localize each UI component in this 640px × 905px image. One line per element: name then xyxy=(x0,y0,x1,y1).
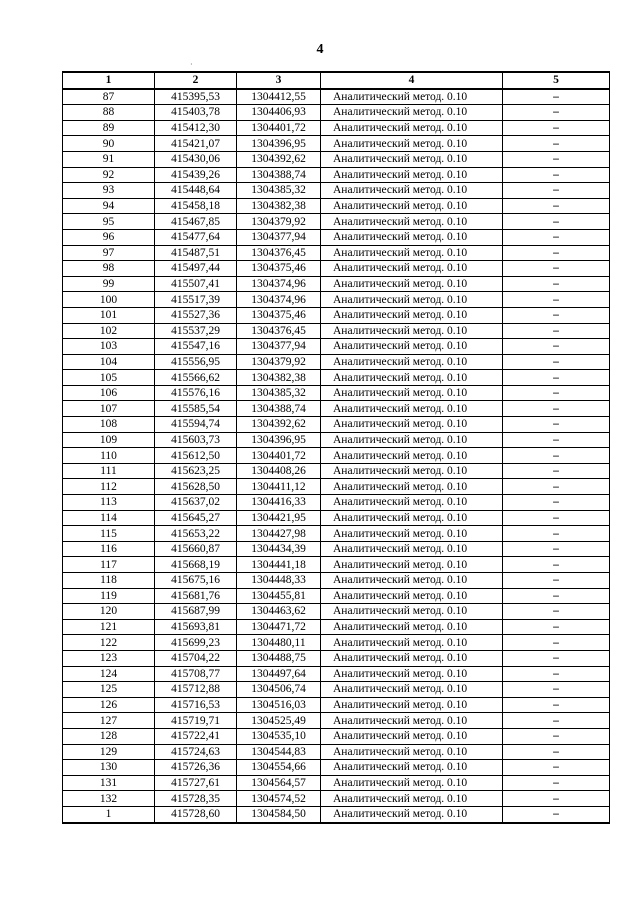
method-cell: Аналитический метод. 0.10 xyxy=(321,682,503,698)
note-cell: – xyxy=(503,697,610,713)
method-cell: Аналитический метод. 0.10 xyxy=(321,370,503,386)
method-cell: Аналитический метод. 0.10 xyxy=(321,354,503,370)
point-number-cell: 102 xyxy=(63,323,155,339)
method-cell: Аналитический метод. 0.10 xyxy=(321,417,503,433)
table-row xyxy=(63,120,610,136)
point-number-cell: 128 xyxy=(63,728,155,744)
point-number-cell: 126 xyxy=(63,697,155,713)
y-coordinate-cell: 1304411,12 xyxy=(237,479,321,495)
point-number-cell: 119 xyxy=(63,588,155,604)
method-cell: Аналитический метод. 0.10 xyxy=(321,339,503,355)
note-cell: – xyxy=(503,432,610,448)
y-coordinate-cell: 1304525,49 xyxy=(237,713,321,729)
note-cell: – xyxy=(503,573,610,589)
x-coordinate-cell: 415645,27 xyxy=(155,510,237,526)
point-number-cell: 94 xyxy=(63,198,155,214)
method-cell: Аналитический метод. 0.10 xyxy=(321,432,503,448)
header-col-5: 5 xyxy=(503,72,610,89)
table-row xyxy=(63,463,610,479)
point-number-cell: 113 xyxy=(63,495,155,511)
x-coordinate-cell: 415585,54 xyxy=(155,401,237,417)
table-row xyxy=(63,775,610,791)
note-cell: – xyxy=(503,495,610,511)
x-coordinate-cell: 415628,50 xyxy=(155,479,237,495)
point-number-cell: 129 xyxy=(63,744,155,760)
method-cell: Аналитический метод. 0.10 xyxy=(321,120,503,136)
y-coordinate-cell: 1304392,62 xyxy=(237,417,321,433)
y-coordinate-cell: 1304385,32 xyxy=(237,385,321,401)
y-coordinate-cell: 1304421,95 xyxy=(237,510,321,526)
note-cell: – xyxy=(503,760,610,776)
x-coordinate-cell: 415603,73 xyxy=(155,432,237,448)
point-number-cell: 90 xyxy=(63,136,155,152)
table-row xyxy=(63,151,610,167)
y-coordinate-cell: 1304388,74 xyxy=(237,401,321,417)
y-coordinate-cell: 1304535,10 xyxy=(237,728,321,744)
x-coordinate-cell: 415412,30 xyxy=(155,120,237,136)
point-number-cell: 124 xyxy=(63,666,155,682)
note-cell: – xyxy=(503,198,610,214)
note-cell: – xyxy=(503,120,610,136)
scan-dot: · xyxy=(190,60,193,69)
point-number-cell: 88 xyxy=(63,105,155,121)
point-number-cell: 127 xyxy=(63,713,155,729)
point-number-cell: 98 xyxy=(63,261,155,277)
y-coordinate-cell: 1304374,96 xyxy=(237,292,321,308)
y-coordinate-cell: 1304408,26 xyxy=(237,463,321,479)
point-number-cell: 95 xyxy=(63,214,155,230)
table-row xyxy=(63,261,610,277)
method-cell: Аналитический метод. 0.10 xyxy=(321,573,503,589)
table-row xyxy=(63,292,610,308)
method-cell: Аналитический метод. 0.10 xyxy=(321,588,503,604)
method-cell: Аналитический метод. 0.10 xyxy=(321,151,503,167)
table-row xyxy=(63,105,610,121)
note-cell: – xyxy=(503,385,610,401)
table-row xyxy=(63,183,610,199)
note-cell: – xyxy=(503,354,610,370)
x-coordinate-cell: 415693,81 xyxy=(155,619,237,635)
table-row xyxy=(63,635,610,651)
point-number-cell: 120 xyxy=(63,604,155,620)
y-coordinate-cell: 1304396,95 xyxy=(237,432,321,448)
note-cell: – xyxy=(503,713,610,729)
y-coordinate-cell: 1304455,81 xyxy=(237,588,321,604)
note-cell: – xyxy=(503,105,610,121)
table-row xyxy=(63,214,610,230)
point-number-cell: 97 xyxy=(63,245,155,261)
x-coordinate-cell: 415547,16 xyxy=(155,339,237,355)
table-row xyxy=(63,276,610,292)
table-row xyxy=(63,713,610,729)
note-cell: – xyxy=(503,541,610,557)
note-cell: – xyxy=(503,339,610,355)
table-row xyxy=(63,588,610,604)
coordinates-table xyxy=(62,71,610,824)
x-coordinate-cell: 415517,39 xyxy=(155,292,237,308)
table-row xyxy=(63,791,610,807)
note-cell: – xyxy=(503,682,610,698)
x-coordinate-cell: 415716,53 xyxy=(155,697,237,713)
method-cell: Аналитический метод. 0.10 xyxy=(321,214,503,230)
y-coordinate-cell: 1304427,98 xyxy=(237,526,321,542)
method-cell: Аналитический метод. 0.10 xyxy=(321,245,503,261)
point-number-cell: 103 xyxy=(63,339,155,355)
header-col-1: 1 xyxy=(63,72,155,89)
method-cell: Аналитический метод. 0.10 xyxy=(321,495,503,511)
y-coordinate-cell: 1304385,32 xyxy=(237,183,321,199)
table-row xyxy=(63,245,610,261)
y-coordinate-cell: 1304584,50 xyxy=(237,806,321,822)
x-coordinate-cell: 415566,62 xyxy=(155,370,237,386)
x-coordinate-cell: 415724,63 xyxy=(155,744,237,760)
point-number-cell: 116 xyxy=(63,541,155,557)
y-coordinate-cell: 1304448,33 xyxy=(237,573,321,589)
note-cell: – xyxy=(503,557,610,573)
method-cell: Аналитический метод. 0.10 xyxy=(321,307,503,323)
method-cell: Аналитический метод. 0.10 xyxy=(321,791,503,807)
point-number-cell: 109 xyxy=(63,432,155,448)
table-row xyxy=(63,370,610,386)
y-coordinate-cell: 1304376,45 xyxy=(237,245,321,261)
table-row xyxy=(63,760,610,776)
x-coordinate-cell: 415653,22 xyxy=(155,526,237,542)
x-coordinate-cell: 415421,07 xyxy=(155,136,237,152)
method-cell: Аналитический метод. 0.10 xyxy=(321,105,503,121)
x-coordinate-cell: 415681,76 xyxy=(155,588,237,604)
header-col-4: 4 xyxy=(321,72,503,89)
table-row xyxy=(63,806,610,822)
point-number-cell: 106 xyxy=(63,385,155,401)
note-cell: – xyxy=(503,650,610,666)
note-cell: – xyxy=(503,744,610,760)
point-number-cell: 110 xyxy=(63,448,155,464)
method-cell: Аналитический метод. 0.10 xyxy=(321,510,503,526)
x-coordinate-cell: 415728,60 xyxy=(155,806,237,822)
table-row xyxy=(63,557,610,573)
note-cell: – xyxy=(503,151,610,167)
table-row xyxy=(63,354,610,370)
table-row xyxy=(63,682,610,698)
note-cell: – xyxy=(503,588,610,604)
y-coordinate-cell: 1304574,52 xyxy=(237,791,321,807)
page-number: 4 xyxy=(316,42,324,57)
x-coordinate-cell: 415727,61 xyxy=(155,775,237,791)
point-number-cell: 93 xyxy=(63,183,155,199)
point-number-cell: 123 xyxy=(63,650,155,666)
point-number-cell: 117 xyxy=(63,557,155,573)
x-coordinate-cell: 415576,16 xyxy=(155,385,237,401)
method-cell: Аналитический метод. 0.10 xyxy=(321,229,503,245)
note-cell: – xyxy=(503,526,610,542)
note-cell: – xyxy=(503,401,610,417)
x-coordinate-cell: 415430,06 xyxy=(155,151,237,167)
note-cell: – xyxy=(503,323,610,339)
y-coordinate-cell: 1304412,55 xyxy=(237,89,321,105)
x-coordinate-cell: 415668,19 xyxy=(155,557,237,573)
x-coordinate-cell: 415477,64 xyxy=(155,229,237,245)
table-row xyxy=(63,385,610,401)
table-row xyxy=(63,307,610,323)
y-coordinate-cell: 1304506,74 xyxy=(237,682,321,698)
method-cell: Аналитический метод. 0.10 xyxy=(321,619,503,635)
table-row xyxy=(63,136,610,152)
point-number-cell: 125 xyxy=(63,682,155,698)
point-number-cell: 99 xyxy=(63,276,155,292)
table-row xyxy=(63,339,610,355)
table-row xyxy=(63,495,610,511)
method-cell: Аналитический метод. 0.10 xyxy=(321,479,503,495)
point-number-cell: 89 xyxy=(63,120,155,136)
table-body xyxy=(63,89,610,823)
method-cell: Аналитический метод. 0.10 xyxy=(321,635,503,651)
x-coordinate-cell: 415527,36 xyxy=(155,307,237,323)
y-coordinate-cell: 1304401,72 xyxy=(237,448,321,464)
x-coordinate-cell: 415675,16 xyxy=(155,573,237,589)
note-cell: – xyxy=(503,448,610,464)
note-cell: – xyxy=(503,183,610,199)
note-cell: – xyxy=(503,261,610,277)
y-coordinate-cell: 1304375,46 xyxy=(237,261,321,277)
table-row xyxy=(63,697,610,713)
y-coordinate-cell: 1304471,72 xyxy=(237,619,321,635)
y-coordinate-cell: 1304388,74 xyxy=(237,167,321,183)
x-coordinate-cell: 415458,18 xyxy=(155,198,237,214)
table-row xyxy=(63,323,610,339)
note-cell: – xyxy=(503,635,610,651)
table-row xyxy=(63,619,610,635)
note-cell: – xyxy=(503,292,610,308)
x-coordinate-cell: 415687,99 xyxy=(155,604,237,620)
note-cell: – xyxy=(503,417,610,433)
point-number-cell: 115 xyxy=(63,526,155,542)
method-cell: Аналитический метод. 0.10 xyxy=(321,744,503,760)
y-coordinate-cell: 1304382,38 xyxy=(237,198,321,214)
y-coordinate-cell: 1304564,57 xyxy=(237,775,321,791)
x-coordinate-cell: 415722,41 xyxy=(155,728,237,744)
x-coordinate-cell: 415467,85 xyxy=(155,214,237,230)
point-number-cell: 114 xyxy=(63,510,155,526)
x-coordinate-cell: 415637,02 xyxy=(155,495,237,511)
x-coordinate-cell: 415699,23 xyxy=(155,635,237,651)
y-coordinate-cell: 1304374,96 xyxy=(237,276,321,292)
y-coordinate-cell: 1304379,92 xyxy=(237,214,321,230)
table-row xyxy=(63,198,610,214)
x-coordinate-cell: 415403,78 xyxy=(155,105,237,121)
note-cell: – xyxy=(503,167,610,183)
method-cell: Аналитический метод. 0.10 xyxy=(321,292,503,308)
method-cell: Аналитический метод. 0.10 xyxy=(321,713,503,729)
point-number-cell: 131 xyxy=(63,775,155,791)
table-row xyxy=(63,479,610,495)
table-row xyxy=(63,89,610,105)
note-cell: – xyxy=(503,604,610,620)
x-coordinate-cell: 415719,71 xyxy=(155,713,237,729)
x-coordinate-cell: 415448,64 xyxy=(155,183,237,199)
y-coordinate-cell: 1304480,11 xyxy=(237,635,321,651)
y-coordinate-cell: 1304488,75 xyxy=(237,650,321,666)
x-coordinate-cell: 415728,35 xyxy=(155,791,237,807)
method-cell: Аналитический метод. 0.10 xyxy=(321,541,503,557)
y-coordinate-cell: 1304554,66 xyxy=(237,760,321,776)
note-cell: – xyxy=(503,510,610,526)
table-row xyxy=(63,744,610,760)
header-col-3: 3 xyxy=(237,72,321,89)
table-row xyxy=(63,728,610,744)
point-number-cell: 1 xyxy=(63,806,155,822)
point-number-cell: 104 xyxy=(63,354,155,370)
y-coordinate-cell: 1304544,83 xyxy=(237,744,321,760)
header-col-2: 2 xyxy=(155,72,237,89)
method-cell: Аналитический метод. 0.10 xyxy=(321,604,503,620)
note-cell: – xyxy=(503,728,610,744)
table-row xyxy=(63,573,610,589)
point-number-cell: 105 xyxy=(63,370,155,386)
note-cell: – xyxy=(503,307,610,323)
point-number-cell: 96 xyxy=(63,229,155,245)
note-cell: – xyxy=(503,229,610,245)
method-cell: Аналитический метод. 0.10 xyxy=(321,760,503,776)
method-cell: Аналитический метод. 0.10 xyxy=(321,666,503,682)
y-coordinate-cell: 1304377,94 xyxy=(237,339,321,355)
x-coordinate-cell: 415708,77 xyxy=(155,666,237,682)
table-row xyxy=(63,526,610,542)
method-cell: Аналитический метод. 0.10 xyxy=(321,806,503,822)
x-coordinate-cell: 415556,95 xyxy=(155,354,237,370)
note-cell: – xyxy=(503,276,610,292)
x-coordinate-cell: 415537,29 xyxy=(155,323,237,339)
table-row xyxy=(63,401,610,417)
point-number-cell: 107 xyxy=(63,401,155,417)
note-cell: – xyxy=(503,214,610,230)
note-cell: – xyxy=(503,463,610,479)
table-row xyxy=(63,167,610,183)
point-number-cell: 87 xyxy=(63,89,155,105)
point-number-cell: 112 xyxy=(63,479,155,495)
y-coordinate-cell: 1304406,93 xyxy=(237,105,321,121)
x-coordinate-cell: 415612,50 xyxy=(155,448,237,464)
note-cell: – xyxy=(503,666,610,682)
y-coordinate-cell: 1304416,33 xyxy=(237,495,321,511)
y-coordinate-cell: 1304392,62 xyxy=(237,151,321,167)
x-coordinate-cell: 415660,87 xyxy=(155,541,237,557)
point-number-cell: 101 xyxy=(63,307,155,323)
method-cell: Аналитический метод. 0.10 xyxy=(321,89,503,105)
y-coordinate-cell: 1304375,46 xyxy=(237,307,321,323)
note-cell: – xyxy=(503,370,610,386)
point-number-cell: 121 xyxy=(63,619,155,635)
method-cell: Аналитический метод. 0.10 xyxy=(321,385,503,401)
method-cell: Аналитический метод. 0.10 xyxy=(321,136,503,152)
x-coordinate-cell: 415712,88 xyxy=(155,682,237,698)
y-coordinate-cell: 1304497,64 xyxy=(237,666,321,682)
y-coordinate-cell: 1304516,03 xyxy=(237,697,321,713)
point-number-cell: 132 xyxy=(63,791,155,807)
method-cell: Аналитический метод. 0.10 xyxy=(321,557,503,573)
note-cell: – xyxy=(503,806,610,822)
method-cell: Аналитический метод. 0.10 xyxy=(321,183,503,199)
x-coordinate-cell: 415507,41 xyxy=(155,276,237,292)
y-coordinate-cell: 1304379,92 xyxy=(237,354,321,370)
note-cell: – xyxy=(503,136,610,152)
y-coordinate-cell: 1304377,94 xyxy=(237,229,321,245)
y-coordinate-cell: 1304441,18 xyxy=(237,557,321,573)
method-cell: Аналитический метод. 0.10 xyxy=(321,650,503,666)
method-cell: Аналитический метод. 0.10 xyxy=(321,261,503,277)
method-cell: Аналитический метод. 0.10 xyxy=(321,167,503,183)
point-number-cell: 92 xyxy=(63,167,155,183)
table-row xyxy=(63,510,610,526)
method-cell: Аналитический метод. 0.10 xyxy=(321,728,503,744)
x-coordinate-cell: 415726,36 xyxy=(155,760,237,776)
method-cell: Аналитический метод. 0.10 xyxy=(321,775,503,791)
y-coordinate-cell: 1304382,38 xyxy=(237,370,321,386)
x-coordinate-cell: 415623,25 xyxy=(155,463,237,479)
table-row xyxy=(63,541,610,557)
table-row xyxy=(63,229,610,245)
note-cell: – xyxy=(503,791,610,807)
x-coordinate-cell: 415395,53 xyxy=(155,89,237,105)
table-row xyxy=(63,666,610,682)
note-cell: – xyxy=(503,479,610,495)
method-cell: Аналитический метод. 0.10 xyxy=(321,198,503,214)
point-number-cell: 130 xyxy=(63,760,155,776)
method-cell: Аналитический метод. 0.10 xyxy=(321,697,503,713)
method-cell: Аналитический метод. 0.10 xyxy=(321,323,503,339)
x-coordinate-cell: 415497,44 xyxy=(155,261,237,277)
point-number-cell: 108 xyxy=(63,417,155,433)
note-cell: – xyxy=(503,89,610,105)
x-coordinate-cell: 415594,74 xyxy=(155,417,237,433)
note-cell: – xyxy=(503,245,610,261)
method-cell: Аналитический метод. 0.10 xyxy=(321,463,503,479)
method-cell: Аналитический метод. 0.10 xyxy=(321,401,503,417)
y-coordinate-cell: 1304396,95 xyxy=(237,136,321,152)
note-cell: – xyxy=(503,619,610,635)
point-number-cell: 100 xyxy=(63,292,155,308)
x-coordinate-cell: 415704,22 xyxy=(155,650,237,666)
table-row xyxy=(63,650,610,666)
note-cell: – xyxy=(503,775,610,791)
method-cell: Аналитический метод. 0.10 xyxy=(321,448,503,464)
y-coordinate-cell: 1304463,62 xyxy=(237,604,321,620)
point-number-cell: 118 xyxy=(63,573,155,589)
table-header-row xyxy=(63,72,610,89)
y-coordinate-cell: 1304376,45 xyxy=(237,323,321,339)
table-row xyxy=(63,448,610,464)
method-cell: Аналитический метод. 0.10 xyxy=(321,276,503,292)
table-row xyxy=(63,417,610,433)
x-coordinate-cell: 415439,26 xyxy=(155,167,237,183)
x-coordinate-cell: 415487,51 xyxy=(155,245,237,261)
method-cell: Аналитический метод. 0.10 xyxy=(321,526,503,542)
y-coordinate-cell: 1304401,72 xyxy=(237,120,321,136)
table-row xyxy=(63,604,610,620)
point-number-cell: 111 xyxy=(63,463,155,479)
point-number-cell: 122 xyxy=(63,635,155,651)
table-row xyxy=(63,432,610,448)
y-coordinate-cell: 1304434,39 xyxy=(237,541,321,557)
point-number-cell: 91 xyxy=(63,151,155,167)
